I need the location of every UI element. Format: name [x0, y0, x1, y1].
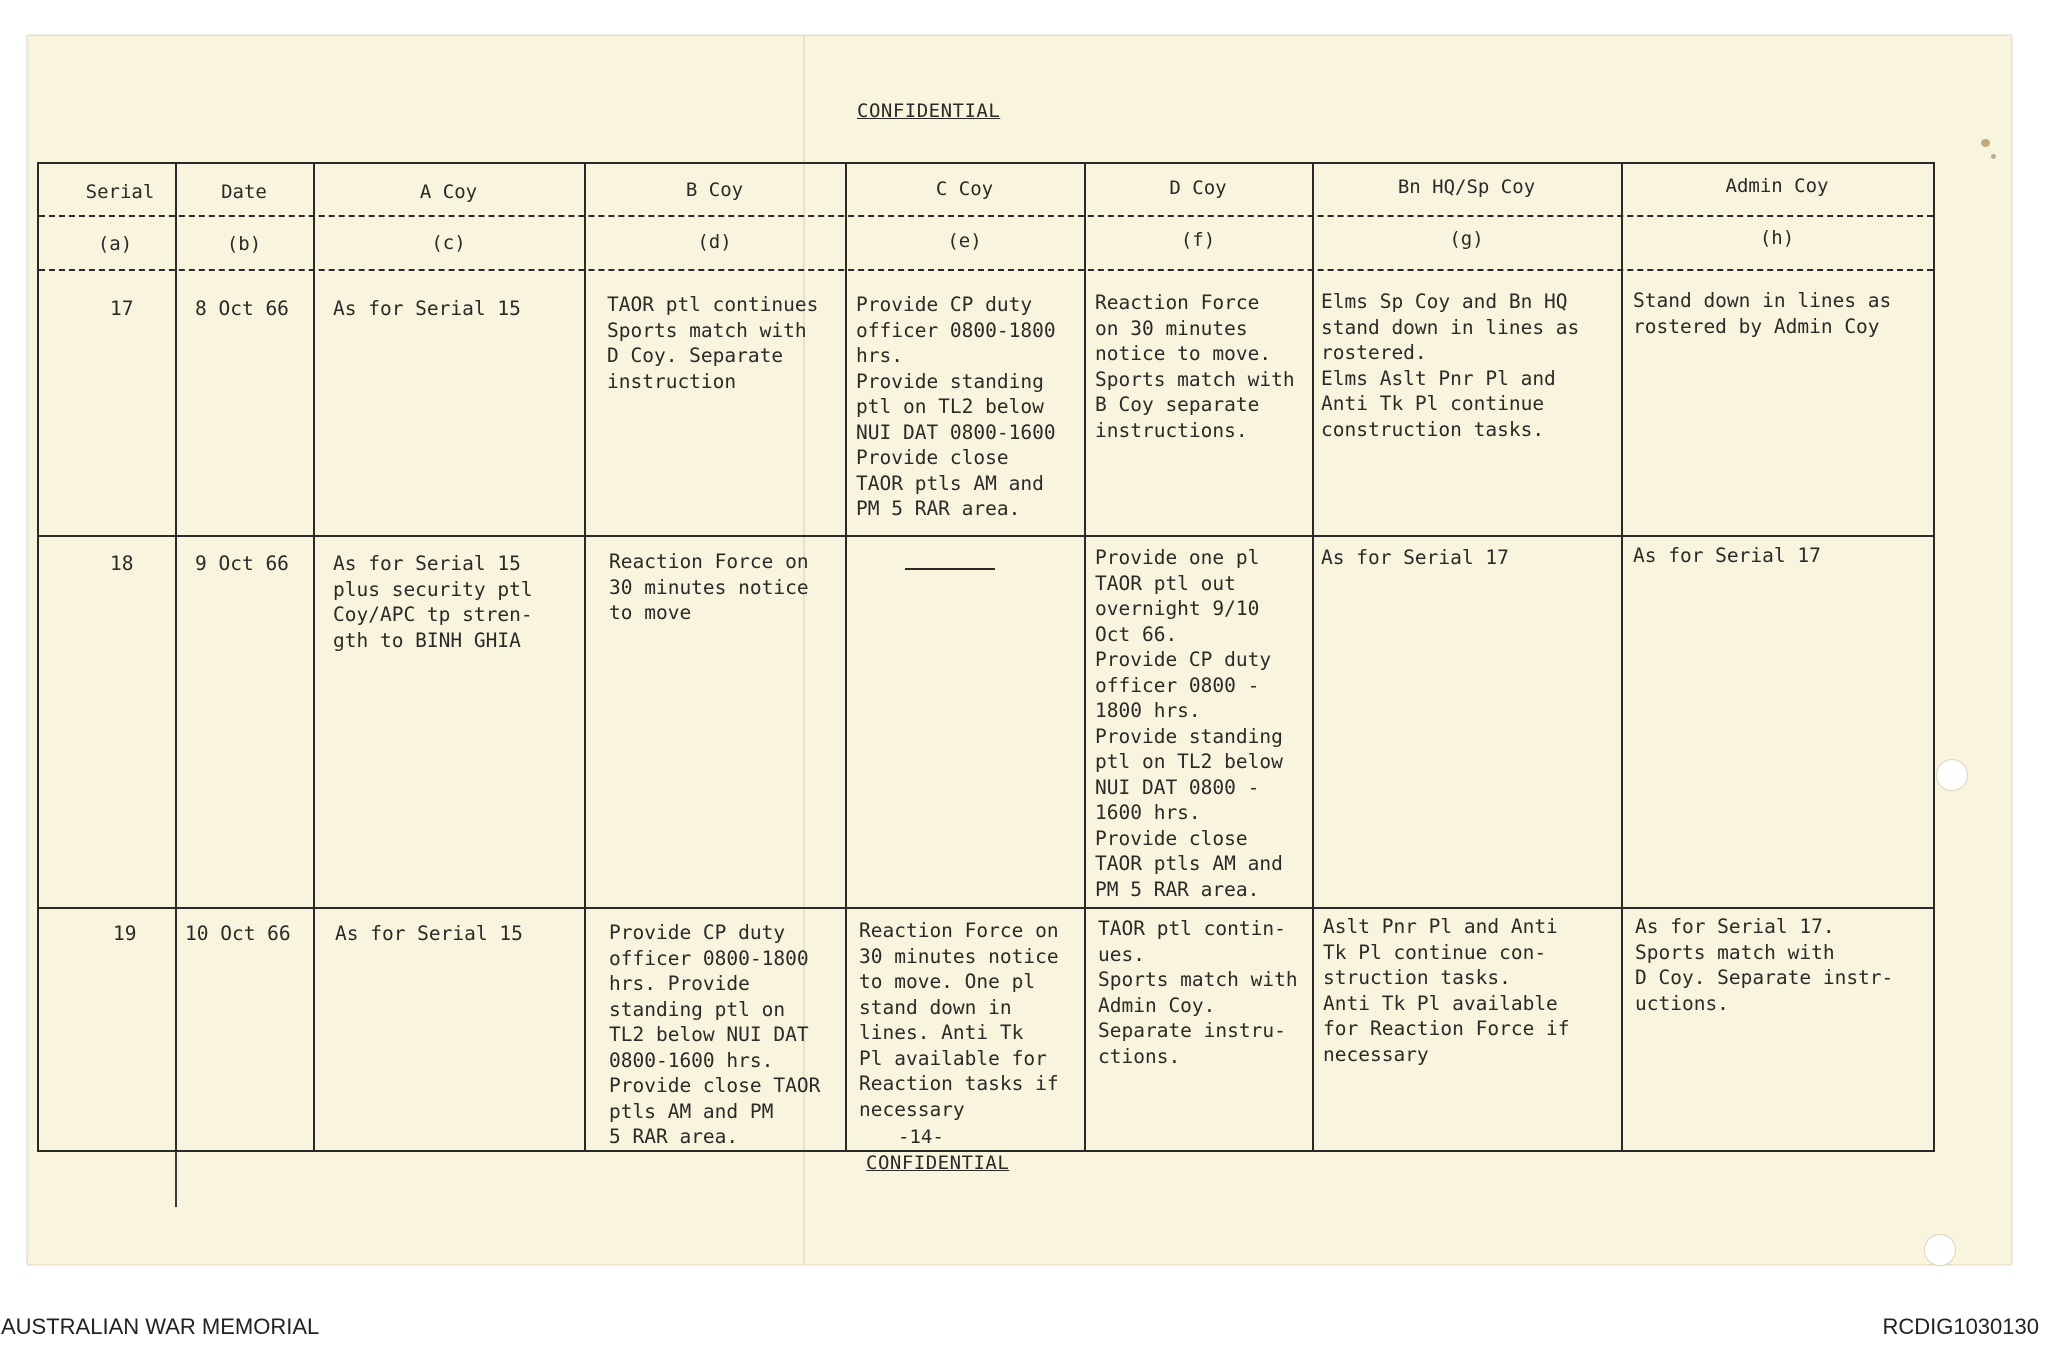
punch-hole-icon — [1936, 759, 1968, 791]
column-letter: (e) — [947, 230, 982, 252]
bn-hq-sp-coy-cell: Aslt Pnr Pl and Anti Tk Pl continue con- struction tasks. Anti Tk Pl available for Reaction Force if necessary — [1323, 915, 1570, 1066]
classification-footer: CONFIDENTIAL — [866, 1152, 1010, 1174]
bn-hq-sp-coy-cell: As for Serial 17 — [1321, 546, 1509, 569]
column-letter: (f) — [1180, 229, 1216, 251]
date-cell: 10 Oct 66 — [185, 922, 291, 945]
b-coy-cell: Reaction Force on 30 minutes notice to move — [609, 550, 809, 624]
column-letter: (h) — [1759, 227, 1795, 249]
rust-stain-icon — [1981, 139, 1990, 147]
admin-coy-cell: Stand down in lines as rostered by Admin Coy — [1633, 289, 1892, 338]
column-header-b-coy: B Coy — [685, 179, 744, 201]
column-divider — [1084, 164, 1086, 1150]
column-divider — [313, 164, 315, 1150]
punch-hole-icon — [1924, 1234, 1956, 1266]
column-header-d-coy: D Coy — [1169, 177, 1227, 199]
serial-cell: 19 — [113, 922, 137, 945]
date-cell: 9 Oct 66 — [195, 552, 289, 575]
admin-coy-cell: As for Serial 17 — [1633, 544, 1821, 567]
date-column-rule-extension — [175, 1152, 177, 1207]
bn-hq-sp-coy-cell: Elms Sp Coy and Bn HQ stand down in lines as rostered. Elms Aslt Pnr Pl and Anti Tk Pl continue construction tasks. — [1321, 290, 1580, 441]
c-coy-cell: Reaction Force on 30 minutes notice to move. One pl stand down in lines. Anti Tk Pl available for Reaction tasks if necessary — [859, 919, 1059, 1121]
a-coy-cell: As for Serial 15 — [333, 297, 521, 320]
rust-stain-icon — [1991, 154, 1996, 159]
d-coy-cell: Provide one pl TAOR ptl out overnight 9/10 Oct 66. Provide CP duty officer 0800 - 1800 hrs. Provide standing ptl on TL2 below NUI DAT 0800 - 1600 hrs. Provide close TAOR ptls AM and PM 5 RAR area. — [1095, 546, 1283, 901]
column-letter: (g) — [1449, 228, 1484, 250]
a-coy-cell: As for Serial 15 — [335, 922, 523, 945]
b-coy-cell: Provide CP duty officer 0800-1800 hrs. Provide standing ptl on TL2 below NUI DAT 0800-1600 hrs. Provide close TAOR ptls AM and PM 5 RAR area. — [609, 921, 821, 1148]
c-coy-blank-dash — [905, 568, 995, 570]
d-coy-cell: Reaction Force on 30 minutes notice to move. Sports match with B Coy separate instructions. — [1095, 291, 1295, 442]
column-header-date: Date — [221, 181, 267, 203]
header-divider — [39, 215, 1933, 217]
column-header-a-coy: A Coy — [419, 181, 478, 203]
column-divider — [1312, 164, 1314, 1150]
a-coy-cell: As for Serial 15 plus security ptl Coy/APC tp stren- gth to BINH GHIA — [333, 552, 533, 652]
column-divider — [845, 164, 847, 1150]
letter-row-divider — [39, 269, 1933, 271]
catalogue-id: RCDIG1030130 — [1882, 1314, 2039, 1339]
serial-cell: 18 — [110, 552, 134, 575]
institution-credit: AUSTRALIAN WAR MEMORIAL — [1, 1314, 320, 1339]
page-number: -14- — [898, 1126, 944, 1148]
column-divider — [584, 164, 586, 1150]
row-divider — [39, 907, 1933, 909]
date-cell: 8 Oct 66 — [195, 297, 289, 320]
column-header-serial: Serial — [85, 181, 155, 203]
column-letter: (a) — [97, 233, 133, 255]
serial-cell: 17 — [110, 297, 134, 320]
column-header-admin-coy: Admin Coy — [1725, 175, 1829, 197]
row-divider — [39, 535, 1933, 537]
column-letter: (b) — [226, 233, 262, 255]
column-divider — [1621, 164, 1623, 1150]
column-letter: (c) — [431, 232, 466, 254]
b-coy-cell: TAOR ptl continues Sports match with D Coy. Separate instruction — [607, 293, 819, 393]
column-header-bn-hq-sp-coy: Bn HQ/Sp Coy — [1397, 176, 1536, 198]
column-divider — [175, 164, 177, 1150]
classification-header: CONFIDENTIAL — [857, 100, 1001, 122]
c-coy-cell: Provide CP duty officer 0800-1800 hrs. Provide standing ptl on TL2 below NUI DAT 0800-1600 Provide close TAOR ptls AM and PM 5 RAR area. — [856, 293, 1056, 520]
column-header-c-coy: C Coy — [935, 178, 994, 200]
column-letter: (d) — [697, 231, 732, 253]
d-coy-cell: TAOR ptl contin- ues. Sports match with Admin Coy. Separate instru- ctions. — [1098, 917, 1298, 1068]
admin-coy-cell: As for Serial 17. Sports match with D Coy. Separate instr- uctions. — [1635, 915, 1894, 1015]
